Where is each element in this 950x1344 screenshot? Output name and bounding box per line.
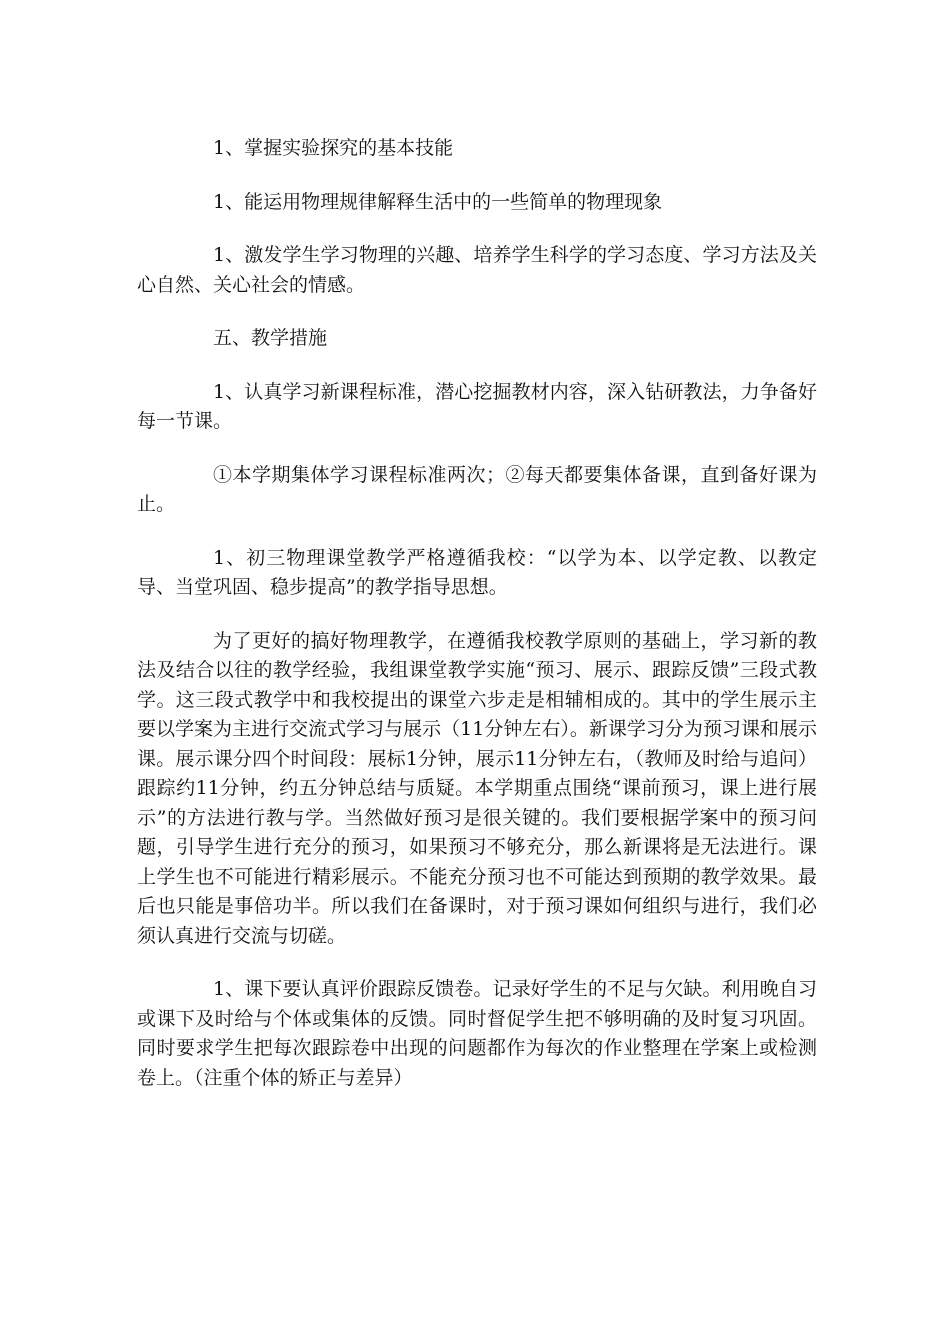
document-body bbox=[137, 134, 817, 1117]
paragraph-apply-physics: 1、能运用物理规律解释生活中的一些简单的物理现象 bbox=[213, 190, 663, 213]
paragraph-teaching-philosophy: 1、初三物理课堂教学严格遵循我校：“以学为本、以学定教、以教定导、当堂巩固、稳步提高”的教学指导思想。 bbox=[137, 546, 817, 598]
paragraph-curriculum-standard: 1、认真学习新课程标准，潜心挖掘教材内容，深入钻研教法，力争备好每一节课。 bbox=[137, 380, 817, 432]
paragraph-interest: 1、激发学生学习物理的兴趣、培养学生科学的学习态度、学习方法及关心自然、关心社会的情感。 bbox=[137, 244, 817, 296]
paragraph-feedback-evaluation: 1、课下要认真评价跟踪反馈卷。记录好学生的不足与欠缺。利用晚自习或课下及时给与个体或集体的反馈。同时督促学生把不够明确的及时复习巩固。同时要求学生把每次跟踪卷中出现的问题都作为每次的作业整理在学案上或检测卷上。（注重个体的矫正与差异） bbox=[137, 978, 817, 1089]
section-heading-teaching-measures: 五、教学措施 bbox=[213, 327, 328, 349]
paragraph-three-stage-teaching: 为了更好的搞好物理教学，在遵循我校教学原则的基础上，学习新的教法及结合以往的教学经验，我组课堂教学实施“预习、展示、跟踪反馈”三段式教学。这三段式教学中和我校提出的课堂六步走是相辅相成的。其中的学生展示主要以学案为主进行交流式学习与展示（11分钟左右）。新课学习分为预习课和展示课。展示课分四个时间段：展标1分钟，展示11分钟左右，（教师及时给与追问）跟踪约11分钟，约五分钟总结与质疑。本学期重点围绕“课前预习，课上进行展示”的方法进行教与学。当然做好预习是很关键的。我们要根据学案中的预习问题，引导学生进行充分的预习，如果预习不够充分，那么新课将是无法进行。课上学生也不可能进行精彩展示。不能充分预习也不可能达到预期的教学效果。最后也只能是事倍功半。所以我们在备课时，对于预习课如何组织与进行，我们必须认真进行交流与切磋。 bbox=[137, 629, 817, 947]
paragraph-skill: 1、掌握实验探究的基本技能 bbox=[213, 137, 454, 159]
paragraph-collective-lesson-prep: ①本学期集体学习课程标准两次；②每天都要集体备课，直到备好课为止。 bbox=[137, 463, 817, 515]
